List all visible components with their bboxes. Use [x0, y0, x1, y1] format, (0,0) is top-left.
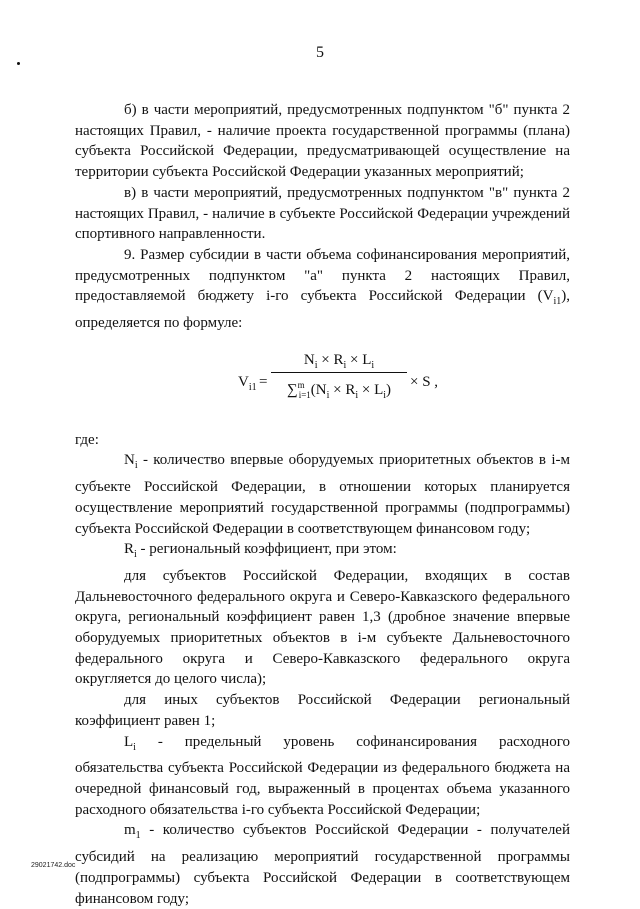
subsidy-formula — [75, 344, 570, 422]
definition-l: $L_i$ - предельный уровень софинансирования расходного обязательства субъекта Российской Федерации из федерального бюджета на очередной финансовый год, выраженный в процентах объема указанного расходного обязательства i-го субъекта Российской Федерации; — [75, 733, 570, 818]
footer-filename: 29021742.doc — [31, 862, 76, 869]
margin-dot — [17, 62, 20, 65]
definition-r: $R_i$ - региональный коэффициент, при этом: — [124, 541, 397, 561]
fraction-bar — [271, 372, 407, 373]
definition-n: $N_i$ - количество впервые оборудуемых приоритетных объектов в i-м субъекте Российской Федерации, в отношении которых планируется осуществление мероприятий государственной программы (подпрограммы) субъекта Российской Федерации в соответствующем финансовом году; — [75, 452, 570, 537]
definition-m: $m_1$ - количество субъектов Российской Федерации - получателей субсидий на реализацию мероприятий государственной программы (подпрограммы) субъекта Российской Федерации в соответствующем финансовом году; — [75, 822, 570, 907]
document-body — [75, 100, 570, 909]
page-number: 5 — [316, 44, 324, 61]
where-label: где: — [75, 431, 99, 448]
formula-equals: = — [259, 373, 268, 390]
paragraph-v: в) в части мероприятий, предусмотренных подпунктом "в" пункта 2 настоящих Правил, - наличие в субъекте Российской Федерации учреждений спортивного направленности. — [75, 184, 570, 243]
paragraph-other-subjects: для иных субъектов Российской Федерации региональный коэффициент равен 1; — [75, 692, 570, 729]
formula-lhs: $V_{i1}$ — [238, 373, 257, 393]
paragraph-far-east: для субъектов Российской Федерации, входящих в состав Дальневосточного федерального округа и Северо-Кавказского федерального округа, региональный коэффициент равен 1,3 (дробное значение впервые оборудуемых приоритетных объектов в i-м субъекте Дальневосточного федерального округа и Северо-Кавказского федерального округа округляется до целого числа); — [75, 567, 570, 688]
formula-numerator: $N_i \times R_i \times L_i$ — [303, 351, 375, 371]
formula-fraction — [271, 350, 407, 407]
formula-denominator: $\sum^m_{i=1}(N_i \times R_i \times L_i)$ — [286, 379, 392, 401]
formula-tail: × S , — [410, 373, 439, 390]
paragraph-b: б) в части мероприятий, предусмотренных подпунктом "б" пункта 2 настоящих Правил, - наличие проекта государственной программы (плана) субъекта Российской Федерации, предусматривающей осуществление на территории субъекта Российской Федерации указанных мероприятий; — [75, 102, 570, 181]
paragraph-9: 9. Размер субсидии в части объема софинансирования мероприятий, предусмотренных подпунктом "а" пункта 2 настоящих Правил, предоставляемой бюджету i-го субъекта Российской Федерации $(V_{i1})$, определяется по формуле: — [75, 246, 570, 332]
